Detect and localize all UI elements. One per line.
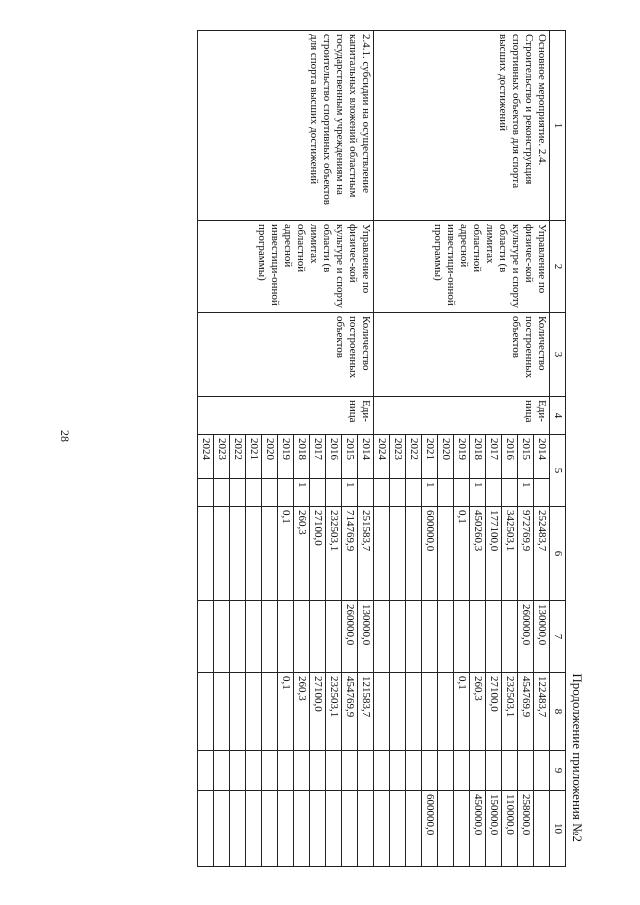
col5-cell — [390, 479, 406, 507]
col10-cell: 258000,0 — [518, 791, 534, 867]
year-cell: 2018 — [294, 435, 310, 479]
col6-cell: 342503,1 — [502, 507, 518, 601]
col7-cell — [486, 601, 502, 673]
col6-cell: 260,3 — [294, 507, 310, 601]
year-cell: 2023 — [390, 435, 406, 479]
col5-cell — [406, 479, 422, 507]
col7-cell: 130000,0 — [358, 601, 374, 673]
col6-cell — [406, 507, 422, 601]
col5-cell — [486, 479, 502, 507]
col6-cell: 252483,7 — [534, 507, 550, 601]
col5-cell — [198, 479, 214, 507]
col6-cell: 177100,0 — [486, 507, 502, 601]
col10-cell — [310, 791, 326, 867]
year-cell: 2020 — [438, 435, 454, 479]
col8-cell: 232503,1 — [326, 673, 342, 751]
col7-cell — [422, 601, 438, 673]
col6-cell: 27100,0 — [310, 507, 326, 601]
col10-cell — [278, 791, 294, 867]
year-cell: 2024 — [374, 435, 390, 479]
year-cell: 2015 — [518, 435, 534, 479]
col5-cell: 1 — [294, 479, 310, 507]
col5-cell — [230, 479, 246, 507]
executor-cell: Управление по физичес-кой культуре и спорту области (в лимитах областной адресной инвестици-онной программы) — [198, 221, 374, 313]
unit-cell: Еди-ница — [374, 397, 550, 435]
table-row — [534, 31, 550, 867]
col5-cell — [310, 479, 326, 507]
col8-cell: 122483,7 — [534, 673, 550, 751]
col9-cell — [326, 751, 342, 791]
col7-cell — [406, 601, 422, 673]
col10-cell — [326, 791, 342, 867]
col6-cell — [374, 507, 390, 601]
col5-cell — [214, 479, 230, 507]
col10-cell: 110000,0 — [502, 791, 518, 867]
col9-cell — [246, 751, 262, 791]
col10-cell — [438, 791, 454, 867]
col8-cell: 0,1 — [454, 673, 470, 751]
col7-cell — [470, 601, 486, 673]
col9-cell — [422, 751, 438, 791]
col7-cell: 260000,0 — [518, 601, 534, 673]
year-cell: 2022 — [230, 435, 246, 479]
col9-cell — [358, 751, 374, 791]
col7-cell — [246, 601, 262, 673]
col8-cell — [198, 673, 214, 751]
col5-cell — [326, 479, 342, 507]
header-row — [550, 31, 566, 867]
col7-cell — [326, 601, 342, 673]
col10-cell: 150000,0 — [486, 791, 502, 867]
col7-cell: 130000,0 — [534, 601, 550, 673]
col9-cell — [230, 751, 246, 791]
table-body — [198, 31, 550, 867]
col9-cell — [518, 751, 534, 791]
col7-cell — [438, 601, 454, 673]
col8-cell: 0,1 — [278, 673, 294, 751]
col10-cell — [294, 791, 310, 867]
col6-cell: 232503,1 — [326, 507, 342, 601]
col9-cell — [502, 751, 518, 791]
col6-cell: 0,1 — [278, 507, 294, 601]
col7-cell — [454, 601, 470, 673]
col8-cell — [390, 673, 406, 751]
year-cell: 2021 — [246, 435, 262, 479]
col10-cell — [454, 791, 470, 867]
col10-cell: 450000,0 — [470, 791, 486, 867]
col8-cell: 260,3 — [470, 673, 486, 751]
col6-cell — [198, 507, 214, 601]
col5-cell — [358, 479, 374, 507]
col5-cell — [454, 479, 470, 507]
year-cell: 2017 — [310, 435, 326, 479]
col6-cell — [390, 507, 406, 601]
year-cell: 2014 — [358, 435, 374, 479]
continuation-title: Продолжение приложения №2 — [570, 673, 585, 842]
header-cell-3: 3 — [550, 313, 566, 397]
col8-cell — [246, 673, 262, 751]
year-cell: 2020 — [262, 435, 278, 479]
col8-cell — [214, 673, 230, 751]
col8-cell — [438, 673, 454, 751]
measure-cell: 2.4.1. субсидии на осуществление капитальных вложений областным государственным учреждениям на строительство спортивных объектов для спорта высших достижений — [198, 31, 374, 221]
col5-cell: 1 — [518, 479, 534, 507]
col5-cell: 1 — [342, 479, 358, 507]
indicator-cell: Количество построенных объектов — [198, 313, 374, 397]
header-cell-2: 2 — [550, 221, 566, 313]
col9-cell — [310, 751, 326, 791]
col7-cell — [198, 601, 214, 673]
year-cell: 2021 — [422, 435, 438, 479]
col7-cell — [294, 601, 310, 673]
header-cell-4: 4 — [550, 397, 566, 435]
year-cell: 2016 — [502, 435, 518, 479]
col6-cell — [438, 507, 454, 601]
year-cell: 2016 — [326, 435, 342, 479]
year-cell: 2022 — [406, 435, 422, 479]
col8-cell — [422, 673, 438, 751]
col9-cell — [214, 751, 230, 791]
col10-cell — [198, 791, 214, 867]
col10-cell — [246, 791, 262, 867]
col7-cell — [310, 601, 326, 673]
col8-cell — [230, 673, 246, 751]
col8-cell: 454769,9 — [342, 673, 358, 751]
col10-cell — [358, 791, 374, 867]
col10-cell — [390, 791, 406, 867]
col9-cell — [470, 751, 486, 791]
page-number: 28 — [58, 430, 72, 442]
col5-cell — [246, 479, 262, 507]
header-cell-5: 5 — [550, 435, 566, 507]
col8-cell: 121583,7 — [358, 673, 374, 751]
col5-cell — [374, 479, 390, 507]
col6-cell — [246, 507, 262, 601]
col8-cell — [406, 673, 422, 751]
col10-cell — [374, 791, 390, 867]
header-cell-7: 7 — [550, 601, 566, 673]
col6-cell — [262, 507, 278, 601]
col10-cell — [214, 791, 230, 867]
year-cell: 2019 — [454, 435, 470, 479]
col10-cell — [406, 791, 422, 867]
col8-cell: 27100,0 — [310, 673, 326, 751]
measure-cell: Основное мероприятие. 2.4. Строительство и реконструкция спортивных объектов для спорта высших достижений — [374, 31, 550, 221]
table-row — [358, 31, 374, 867]
col8-cell: 27100,0 — [486, 673, 502, 751]
col9-cell — [486, 751, 502, 791]
col5-cell: 1 — [422, 479, 438, 507]
col9-cell — [342, 751, 358, 791]
year-cell: 2014 — [534, 435, 550, 479]
header-cell-6: 6 — [550, 507, 566, 601]
col6-cell — [230, 507, 246, 601]
header-cell-9: 9 — [550, 751, 566, 791]
col6-cell: 972769,9 — [518, 507, 534, 601]
col9-cell — [374, 751, 390, 791]
col6-cell: 714769,9 — [342, 507, 358, 601]
col6-cell — [214, 507, 230, 601]
executor-cell: Управление по физичес-кой культуре и спорту области (в лимитах областной адресной инвестици-онной программы) — [374, 221, 550, 313]
col7-cell — [278, 601, 294, 673]
col10-cell — [342, 791, 358, 867]
program-table — [197, 30, 566, 867]
col7-cell — [502, 601, 518, 673]
col10-cell — [230, 791, 246, 867]
col7-cell — [390, 601, 406, 673]
col5-cell — [438, 479, 454, 507]
col6-cell: 251583,7 — [358, 507, 374, 601]
col9-cell — [390, 751, 406, 791]
col8-cell — [262, 673, 278, 751]
col7-cell: 260000,0 — [342, 601, 358, 673]
col5-cell — [534, 479, 550, 507]
year-cell: 2019 — [278, 435, 294, 479]
year-cell: 2023 — [214, 435, 230, 479]
col6-cell: 0,1 — [454, 507, 470, 601]
col8-cell: 260,3 — [294, 673, 310, 751]
col8-cell: 454769,9 — [518, 673, 534, 751]
col7-cell — [374, 601, 390, 673]
col6-cell: 600000,0 — [422, 507, 438, 601]
col9-cell — [278, 751, 294, 791]
year-cell: 2018 — [470, 435, 486, 479]
col7-cell — [262, 601, 278, 673]
col7-cell — [214, 601, 230, 673]
col5-cell — [262, 479, 278, 507]
col9-cell — [534, 751, 550, 791]
header-cell-10: 10 — [550, 791, 566, 867]
col6-cell: 450260,3 — [470, 507, 486, 601]
year-cell: 2015 — [342, 435, 358, 479]
year-cell: 2017 — [486, 435, 502, 479]
col7-cell — [230, 601, 246, 673]
col5-cell — [278, 479, 294, 507]
col9-cell — [406, 751, 422, 791]
col5-cell — [502, 479, 518, 507]
col9-cell — [294, 751, 310, 791]
col9-cell — [454, 751, 470, 791]
header-cell-8: 8 — [550, 673, 566, 751]
col5-cell: 1 — [470, 479, 486, 507]
col9-cell — [198, 751, 214, 791]
unit-cell: Еди-ница — [198, 397, 374, 435]
year-cell: 2024 — [198, 435, 214, 479]
col9-cell — [438, 751, 454, 791]
col8-cell — [374, 673, 390, 751]
col10-cell — [262, 791, 278, 867]
rotated-page-content — [197, 30, 588, 870]
col9-cell — [262, 751, 278, 791]
col10-cell: 600000,0 — [422, 791, 438, 867]
indicator-cell: Количество построенных объектов — [374, 313, 550, 397]
col8-cell: 232503,1 — [502, 673, 518, 751]
header-cell-1: 1 — [550, 31, 566, 221]
col10-cell — [534, 791, 550, 867]
